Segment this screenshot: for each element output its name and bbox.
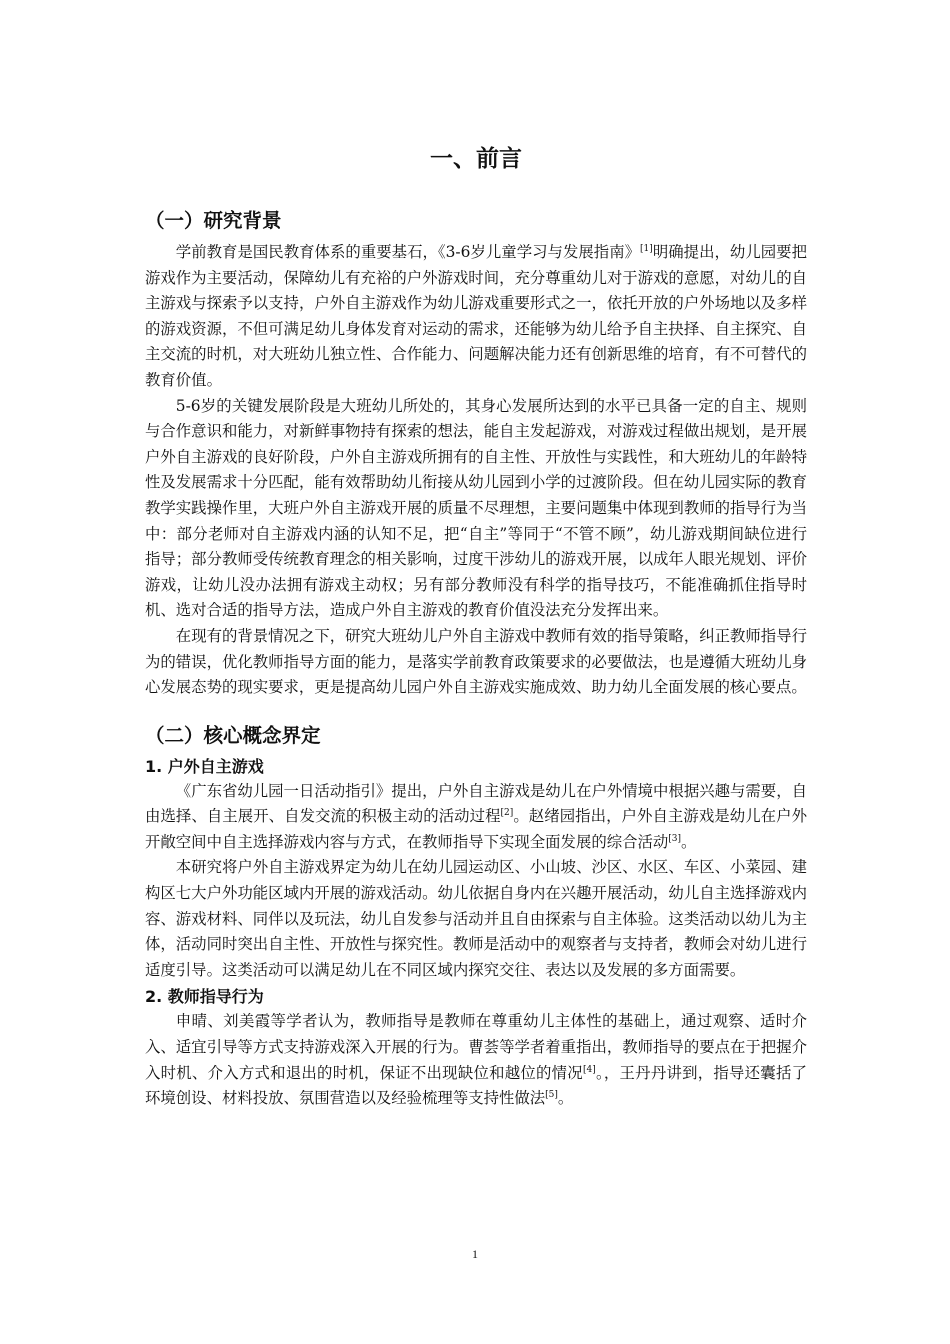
paragraph-text: 。赵绪园指出，户外自主游戏是幼儿在户外开敞空间中自主选择游戏内容与方式，在教师指导下实现全面发展的综合活动 [145,807,807,851]
section-title-research-background: （一）研究背景 [145,209,282,232]
paragraph-text: 。 [557,1089,574,1108]
paragraph-text: 《广东省幼儿园一日活动指引》提出，户外自主游戏是幼儿在户外情境中根据兴趣与需要，自由选择、自主展开、自发交流的积极主动的活动过程 [145,781,807,826]
paragraph: 在现有的背景情况之下，研究大班幼儿户外自主游戏中教师有效的指导策略，纠正教师指导行为的错误，优化教师指导方面的能力，是落实学前教育政策要求的必要做法，也是遵循大班幼儿身心发展态势的现实要求，更是提高幼儿园户外自主游戏实施成效、助力幼儿全面发展的核心要点。 [145,626,807,697]
citation-ref: [4] [582,1064,596,1075]
paragraph: 5-6岁的关键发展阶段是大班幼儿所处的，其身心发展所达到的水平已具备一定的自主、规则与合作意识和能力，对新鲜事物持有探索的想法，能自主发起游戏，对游戏过程做出规划，是开展户外自主游戏的良好阶段，户外自主游戏所拥有的自主性、开放性与实践性，和大班幼儿的年龄特性及发展需求十分匹配，能有效帮助幼儿衔接从幼儿园到小学的过渡阶段。但在幼儿园实际的教育教学实践操作里，大班户外自主游戏开展的质量不尽理想，主要问题集中体现到教师的指导行为当中：部分老师对自主游戏内涵的认知不足，把“自主”等同于“不管不顾”，幼儿游戏期间缺位进行指导；部分教师受传统教育理念的相关影响，过度干涉幼儿的游戏开展，以成年人眼光规划、评价游戏，让幼儿没办法拥有游戏主动权；另有部分教师没有科学的指导技巧，不能准确抓住指导时机、选对合适的指导方法，造成户外自主游戏的教育价值没法充分发挥出来。 [145,396,807,620]
paragraph [145,779,807,856]
section-title-core-concepts: （二）核心概念界定 [145,723,321,747]
paragraph-text: 。 [681,832,697,851]
paragraph-text: 。，王丹丹讲到，指导还囊括了环境创设、材料投放、氛围营造以及经验梳理等支持性做法 [145,1063,807,1108]
paragraph-text: 学前教育是国民教育体系的重要基石，《3-6岁儿童学习与发展指南》 [175,243,641,261]
citation-ref: [3] [668,833,682,844]
citation-ref: [5] [545,1090,558,1101]
paragraph [145,240,807,394]
page-content [145,138,807,1112]
page-number: 1 [472,1247,478,1261]
citation-ref: [2] [500,808,514,819]
chapter-title: 一、前言 [430,146,522,172]
paragraph: 本研究将户外自主游戏界定为幼儿在幼儿园运动区、小山坡、沙区、水区、车区、小菜园、建构区七大户外功能区域内开展的游戏活动。幼儿依据自身内在兴趣开展活动，幼儿自主选择游戏内容、游戏材料、同伴以及玩法，幼儿自发参与活动并且自由探索与自主体验。这类活动以幼儿为主体，活动同时突出自主性、开放性与探究性。教师是活动中的观察者与支持者，教师会对幼儿进行适度引导。这类活动可以满足幼儿在不同区域内探究交往、表达以及发展的多方面需要。 [145,858,807,979]
paragraph [145,1009,807,1111]
paragraph-text: 明确提出，幼儿园要把游戏作为主要活动，保障幼儿有充裕的户外游戏时间，充分尊重幼儿对于游戏的意愿，对幼儿的自主游戏与探索予以支持，户外自主游戏作为幼儿游戏重要形式之一，依托开放的户外场地以及多样的游戏资源，不但可满足幼儿身体发育对运动的需求，还能够为幼儿给予自主抉择、自主探究、自主交流的时机，对大班幼儿独立性、合作能力、问题解决能力还有创新思维的培育，有不可替代的教育价值。 [145,243,807,389]
paragraph-text: 申晴、刘美霞等学者认为，教师指导是教师在尊重幼儿主体性的基础上，通过观察、适时介入、适宜引导等方式支持游戏深入开展的行为。曹荟等学者着重指出，教师指导的要点在于把握介入时机、介入方式和退出的时机，保证不出现缺位和越位的情况 [145,1012,807,1082]
subsection-title-outdoor-play: 1. 户外自主游戏 [145,756,264,776]
citation-ref: [1] [640,243,653,254]
subsection-title-teacher-guidance: 2. 教师指导行为 [145,987,264,1007]
